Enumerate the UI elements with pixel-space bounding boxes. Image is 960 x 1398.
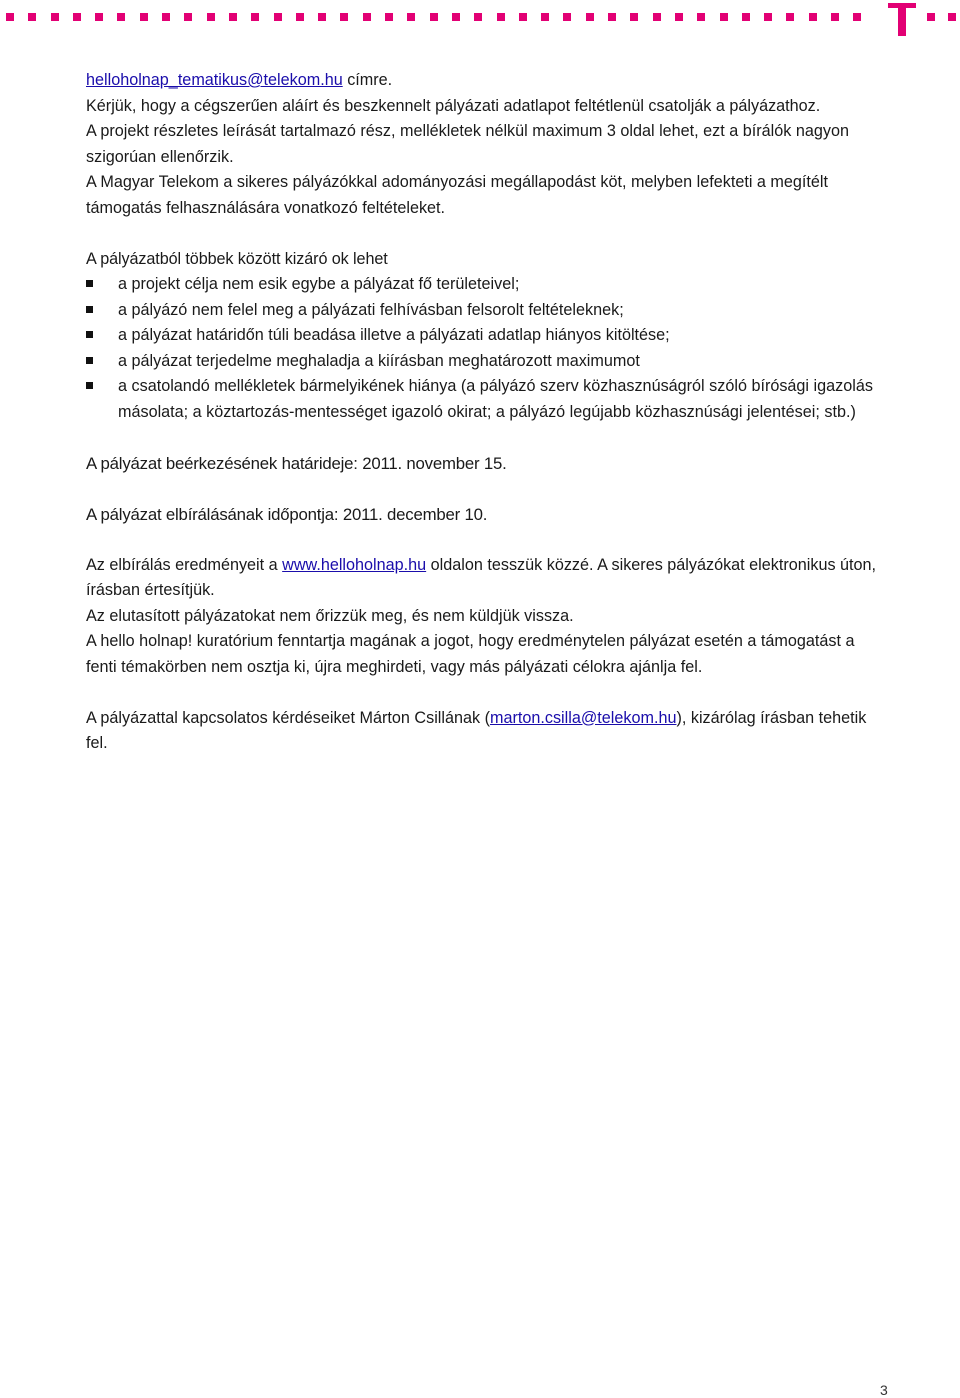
dot-icon [786, 13, 794, 21]
list-item-text: a pályázó nem felel meg a pályázati felhívásban felsorolt feltételeknek; [118, 300, 624, 319]
telekom-t-logo-icon [888, 0, 916, 36]
dot-icon [318, 13, 326, 21]
dot-icon [28, 13, 36, 21]
dot-icon [608, 13, 616, 21]
dot-icon [519, 13, 527, 21]
bullet-icon [86, 382, 93, 389]
dot-icon [73, 13, 81, 21]
evaluation-date: A pályázat elbírálásának időpontja: 2011. december 10. [86, 504, 488, 524]
dot-icon [586, 13, 594, 21]
dot-icon [140, 13, 148, 21]
bullet-icon [86, 357, 93, 364]
exclusion-heading: A pályázatból többek között kizáró ok lehet [86, 249, 388, 268]
dot-icon [831, 13, 839, 21]
dot-icon [563, 13, 571, 21]
results-suffix: oldalon tesszük közzé. A sikeres pályázókat elektronikus úton, írásban értesítjük. [86, 555, 877, 599]
dot-icon [340, 13, 348, 21]
bullet-icon [86, 331, 93, 338]
email-suffix: címre. [342, 71, 393, 89]
intro-line-attach: Kérjük, hogy a cégszerűen aláírt és beszkennelt pályázati adatlapot feltétlenül csatolják a pályázathoz. [86, 96, 821, 115]
dot-icon [6, 13, 14, 21]
contact-email-link[interactable]: marton.csilla@telekom.hu [489, 708, 677, 727]
contact-suffix: ), kizárólag írásban tehetik fel. [86, 708, 867, 752]
tematikus-email-link[interactable]: helloholnap_tematikus@telekom.hu [86, 71, 343, 89]
curatorium-paragraph: A hello holnap! kuratórium fenntartja magának a jogot, hogy eredménytelen pályázat esetén a támogatást a fenti témakörben nem osztja ki, újra meghirdeti, vagy más pályázati célokra ajánlja fel. [86, 632, 855, 676]
dot-icon [809, 13, 817, 21]
dot-icon [363, 13, 371, 21]
exclusion-list [86, 272, 886, 425]
bullet-icon [86, 280, 93, 287]
dot-icon [541, 13, 549, 21]
dot-icon [407, 13, 415, 21]
intro-email-line [86, 68, 886, 94]
list-item-text: a pályázat határidőn túli beadása illetve a pályázati adatlap hiányos kitöltése; [118, 326, 670, 344]
list-item-text: a projekt célja nem esik egybe a pályázat fő területeivel; [118, 275, 520, 293]
dot-icon [207, 13, 215, 21]
list-item [86, 272, 886, 298]
dot-icon [764, 13, 772, 21]
dot-icon [630, 13, 638, 21]
rejected-paragraph: Az elutasított pályázatokat nem őrizzük meg, és nem küldjük vissza. [86, 606, 574, 625]
results-paragraph [86, 553, 886, 604]
dot-icon [385, 13, 393, 21]
intro-line-agreement: A Magyar Telekom a sikeres pályázókkal adományozási megállapodást köt, melyben lefekteti a megítélt támogatás felhasználására vonatkozó feltételeket. [86, 173, 829, 217]
dot-icon [853, 13, 861, 21]
dot-icon [296, 13, 304, 21]
list-item [86, 298, 886, 324]
contact-prefix: A pályázattal kapcsolatos kérdéseiket Márton Csillának ( [86, 708, 490, 727]
dot-icon [162, 13, 170, 21]
dot-icon [184, 13, 192, 21]
dot-icon [675, 13, 683, 21]
bullet-icon [86, 306, 93, 313]
list-item [86, 349, 886, 375]
list-item [86, 374, 886, 425]
dot-icon [720, 13, 728, 21]
document-body [86, 68, 886, 757]
dot-icon [51, 13, 59, 21]
header-band [0, 0, 960, 44]
list-item-text: a csatolandó mellékletek bármelyikének hiánya (a pályázó szerv közhasznúságról szóló bírósági igazolás másolata; a köztartozás-mentességet igazoló okirat; a pályázó legújabb közhasznúsági jelentései; stb.) [118, 377, 873, 421]
dot-icon [274, 13, 282, 21]
logo-dot-icon [927, 13, 935, 21]
dot-icon [497, 13, 505, 21]
results-prefix: Az elbírálás eredményeit a [86, 555, 283, 574]
contact-paragraph [86, 706, 886, 757]
list-item-text: a pályázat terjedelme meghaladja a kiírásban meghatározott maximumot [118, 351, 640, 370]
dot-icon [452, 13, 460, 21]
dot-icon [229, 13, 237, 21]
dot-icon [697, 13, 705, 21]
logo-dot-icon [948, 13, 956, 21]
dot-icon [742, 13, 750, 21]
list-item [86, 323, 886, 349]
intro-line-length: A projekt részletes leírását tartalmazó rész, mellékletek nélkül maximum 3 oldal lehet, ezt a bírálók nagyon szigorúan ellenőrzik. [86, 122, 849, 166]
dot-icon [251, 13, 259, 21]
dot-icon [474, 13, 482, 21]
dot-icon [95, 13, 103, 21]
dot-icon [117, 13, 125, 21]
dot-icon [653, 13, 661, 21]
dot-icon [430, 13, 438, 21]
submission-deadline: A pályázat beérkezésének határideje: 2011. november 15. [86, 453, 507, 473]
dotted-line-decoration [6, 13, 876, 21]
page-number: 3 [880, 1382, 888, 1398]
helloholnap-website-link[interactable]: www.helloholnap.hu [282, 555, 427, 574]
